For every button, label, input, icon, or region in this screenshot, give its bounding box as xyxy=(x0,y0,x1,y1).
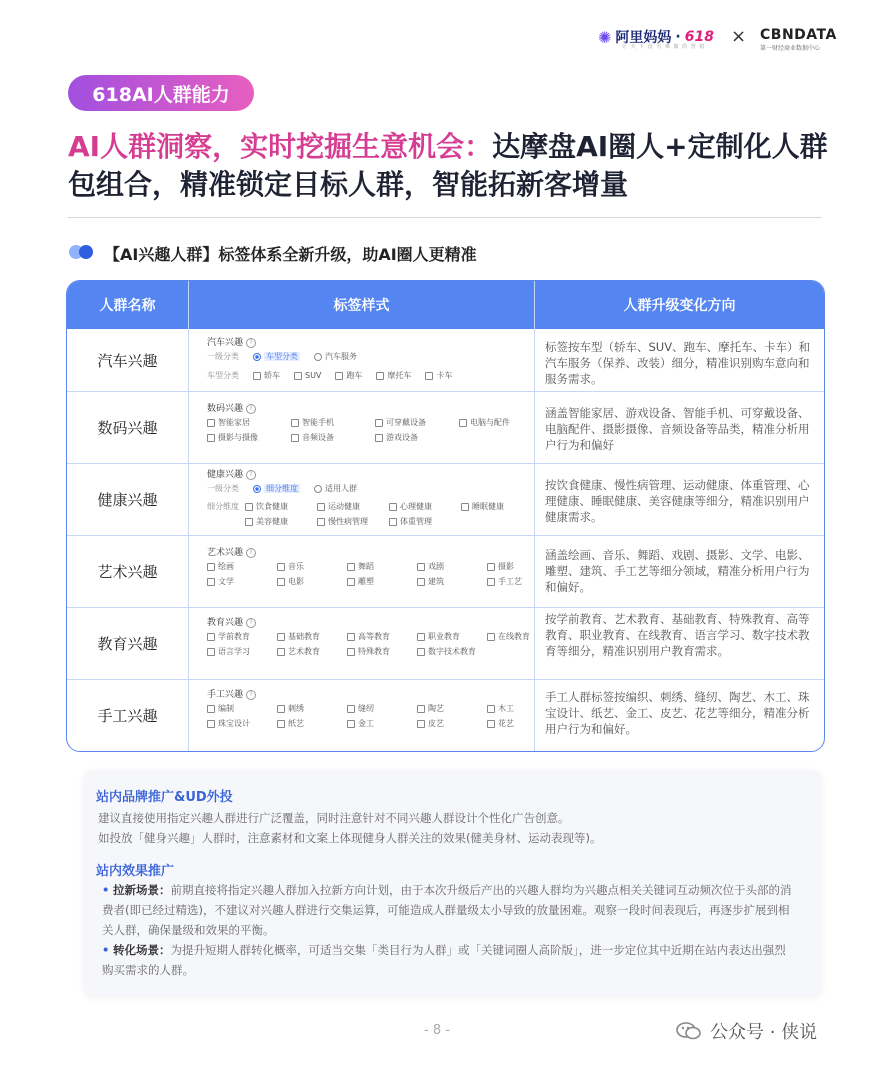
checkbox-icon[interactable] xyxy=(347,705,355,713)
page-number: - 8 - xyxy=(424,1023,450,1038)
checkbox-icon[interactable] xyxy=(207,633,215,641)
checkbox-icon[interactable] xyxy=(375,434,383,442)
bullet-icon: • xyxy=(102,883,110,897)
checkbox-icon[interactable] xyxy=(375,419,383,427)
checkbox-icon[interactable] xyxy=(487,705,495,713)
checkbox-icon[interactable] xyxy=(417,720,425,728)
watermark xyxy=(676,1018,817,1044)
checkbox-icon[interactable] xyxy=(277,720,285,728)
help-icon: ? xyxy=(246,404,256,414)
checkbox-icon[interactable] xyxy=(294,372,302,380)
tips-bullet-conversion: • 转化场景：为提升短期人群转化概率，可适当交集「类目行为人群」或「关键词圈人高阶版」，进一步定位其中近期在站内表达出强烈购买需求的人群。 xyxy=(102,943,786,977)
tag-demo-art: 艺术兴趣 ? 绘画 音乐 舞蹈 戏剧 摄影 文学 电影 雕塑 建筑 手工艺 xyxy=(207,548,522,586)
help-icon: ? xyxy=(246,338,256,348)
checkbox-icon[interactable] xyxy=(417,648,425,656)
checkbox-icon[interactable] xyxy=(207,720,215,728)
row-desc-art: 涵盖绘画、音乐、舞蹈、戏剧、摄影、文学、电影、雕塑、建筑、手工艺等细分领域，精准分析用户行为和偏好。 xyxy=(545,548,810,594)
tag-demo-health: 健康兴趣 ? 一级分类 细分维度 适用人群 细分维度 饮食健康 运动健康 心理健康 睡眠健康 美容健康 慢性病管理 体重管理 xyxy=(207,470,504,526)
checkbox-icon[interactable] xyxy=(347,720,355,728)
row-name-auto: 汽车兴趣 xyxy=(97,351,158,370)
checkbox-icon[interactable] xyxy=(277,705,285,713)
checkbox-icon[interactable] xyxy=(417,563,425,571)
row-name-education: 教育兴趣 xyxy=(97,634,158,653)
checkbox-icon[interactable] xyxy=(459,419,467,427)
checkbox-icon[interactable] xyxy=(487,563,495,571)
help-icon: ? xyxy=(246,470,256,480)
row-desc-craft: 手工人群标签按编织、刺绣、缝纫、陶艺、木工、珠宝设计、纸艺、金工、皮艺、花艺等细分，精准分析用户行为和偏好。 xyxy=(545,690,810,736)
tag-demo-auto: 汽车兴趣 ? 一级分类 车型分类 汽车服务 车型分类 轿车 SUV 跑车 摩托车 卡车 xyxy=(207,338,453,380)
row-desc-digital: 涵盖智能家居、游戏设备、智能手机、可穿戴设备、电脑配件、摄影摄像、音频设备等品类，精准分析用户行为和偏好 xyxy=(545,406,810,452)
bullet-dot-icon xyxy=(79,245,93,259)
radio-icon[interactable] xyxy=(253,485,261,493)
checkbox-icon[interactable] xyxy=(207,563,215,571)
checkbox-icon[interactable] xyxy=(291,434,299,442)
brand-618: 618 xyxy=(684,29,714,45)
tag-demo-education: 教育兴趣 ? 学前教育 基础教育 高等教育 职业教育 在线教育 语言学习 艺术教育 特殊教育 数字技术教育 xyxy=(207,618,530,656)
header-name: 人群名称 xyxy=(99,298,156,314)
radio-icon[interactable] xyxy=(314,353,322,361)
checkbox-icon[interactable] xyxy=(487,578,495,586)
checkbox-icon[interactable] xyxy=(245,518,253,526)
row-name-craft: 手工兴趣 xyxy=(97,706,158,725)
row-desc-education: 按学前教育、艺术教育、基础教育、特殊教育、高等教育、职业教育、在线教育、语言学习、数字技术教育等细分，精准识别用户教育需求。 xyxy=(545,612,810,658)
row-name-digital: 数码兴趣 xyxy=(97,418,158,437)
alimama-dots-icon: ✺ xyxy=(598,27,612,47)
tips-paragraph: 如投放「健身兴趣」人群时，注意素材和文案上体现健身人群关注的效果(健美身材、运动表现等)。 xyxy=(98,831,602,845)
checkbox-icon[interactable] xyxy=(207,578,215,586)
tips-box xyxy=(84,770,822,996)
checkbox-icon[interactable] xyxy=(417,578,425,586)
checkbox-icon[interactable] xyxy=(417,705,425,713)
help-icon: ? xyxy=(246,618,256,628)
row-desc-auto: 标签按车型（轿车、SUV、跑车、摩托车、卡车）和汽车服务（保养、改装）细分，精准识别购车意向和服务需求。 xyxy=(545,340,811,386)
checkbox-icon[interactable] xyxy=(335,372,343,380)
checkbox-icon[interactable] xyxy=(317,518,325,526)
header-style: 标签样式 xyxy=(333,298,390,314)
row-name-health: 健康兴趣 xyxy=(97,490,158,509)
checkbox-icon[interactable] xyxy=(277,578,285,586)
radio-icon[interactable] xyxy=(314,485,322,493)
checkbox-icon[interactable] xyxy=(277,563,285,571)
checkbox-icon[interactable] xyxy=(207,419,215,427)
help-icon: ? xyxy=(246,690,256,700)
table-header xyxy=(67,281,824,329)
checkbox-icon[interactable] xyxy=(291,419,299,427)
tips-heading-brand: 站内品牌推广&UD外投 xyxy=(96,790,233,805)
bullet-icon: • xyxy=(102,943,110,957)
alimama-slogan: 让 天 下 没 有 难 做 的 营 销 xyxy=(622,44,706,50)
checkbox-icon[interactable] xyxy=(461,503,469,511)
checkbox-icon[interactable] xyxy=(277,648,285,656)
interest-table xyxy=(66,280,825,752)
tips-bullet-acquisition: • 拉新场景：前期直接将指定兴趣人群加入拉新方向计划，由于本次升级后产出的兴趣人群均为兴趣点相关关键词互动频次位于头部的消费者(即已经过精选)，不建议对兴趣人群进行交集运算，可能造成人群量级太小导致的放量困难。观察一段时间表现后，再逐步扩展到相关人群，确保量级和效果的平衡。 xyxy=(102,883,792,937)
column-divider xyxy=(188,281,189,751)
checkbox-icon[interactable] xyxy=(347,578,355,586)
checkbox-icon[interactable] xyxy=(253,372,261,380)
divider xyxy=(68,217,822,218)
row-name-art: 艺术兴趣 xyxy=(97,562,158,581)
tips-heading-effect: 站内效果推广 xyxy=(96,864,175,879)
watermark-text: 公众号 · 侠说 xyxy=(710,1022,818,1043)
row-desc-health: 按饮食健康、慢性病管理、运动健康、体重管理、心理健康、睡眠健康、美容健康等细分，精准识别用户健康需求。 xyxy=(545,478,810,524)
checkbox-icon[interactable] xyxy=(245,503,253,511)
tag-demo-craft: 手工兴趣 ? 编制 刺绣 缝纫 陶艺 木工 珠宝设计 纸艺 金工 皮艺 花艺 xyxy=(207,690,514,728)
tag-demo-digital: 数码兴趣 ? 智能家居 智能手机 可穿戴设备 电脑与配件 摄影与摄像 音频设备 游戏设备 xyxy=(207,404,510,442)
checkbox-icon[interactable] xyxy=(207,648,215,656)
checkbox-icon[interactable] xyxy=(417,633,425,641)
section-subtitle: 【AI兴趣人群】标签体系全新升级，助AI圈人更精准 xyxy=(104,245,477,264)
checkbox-icon[interactable] xyxy=(347,633,355,641)
page-title xyxy=(68,128,838,204)
checkbox-icon[interactable] xyxy=(347,648,355,656)
help-icon: ? xyxy=(246,548,256,558)
radio-icon[interactable] xyxy=(253,353,261,361)
section-tag: 618AI人群能力 xyxy=(68,75,254,111)
alimama-logo: ✺ 阿里妈妈 · 618 xyxy=(598,27,714,47)
checkbox-icon[interactable] xyxy=(317,503,325,511)
checkbox-icon[interactable] xyxy=(207,705,215,713)
cross-icon: × xyxy=(731,26,747,47)
checkbox-icon[interactable] xyxy=(487,633,495,641)
cbndata-subtitle: 第一财经商业数据中心 xyxy=(760,45,821,52)
checkbox-icon[interactable] xyxy=(376,372,384,380)
column-divider xyxy=(534,281,535,751)
header-direction: 人群升级变化方向 xyxy=(623,298,736,314)
checkbox-icon[interactable] xyxy=(425,372,433,380)
tips-paragraph: 建议直接使用指定兴趣人群进行广泛覆盖，同时注意针对不同兴趣人群设计个性化广告创意。 xyxy=(98,811,570,825)
checkbox-icon[interactable] xyxy=(389,518,397,526)
checkbox-icon[interactable] xyxy=(347,563,355,571)
checkbox-icon[interactable] xyxy=(207,434,215,442)
wechat-icon xyxy=(676,1021,702,1041)
headline-rest: 达摩盘AI圈人+定制化人群包组合，精准锁定目标人群，智能拓新客增量 xyxy=(68,130,828,201)
checkbox-icon[interactable] xyxy=(389,503,397,511)
cbndata-logo: CBNDATA xyxy=(760,27,837,43)
checkbox-icon[interactable] xyxy=(277,633,285,641)
headline-highlight: AI人群洞察，实时挖掘生意机会： xyxy=(68,130,493,163)
checkbox-icon[interactable] xyxy=(487,720,495,728)
alimama-brand: 阿里妈妈 xyxy=(615,30,672,46)
